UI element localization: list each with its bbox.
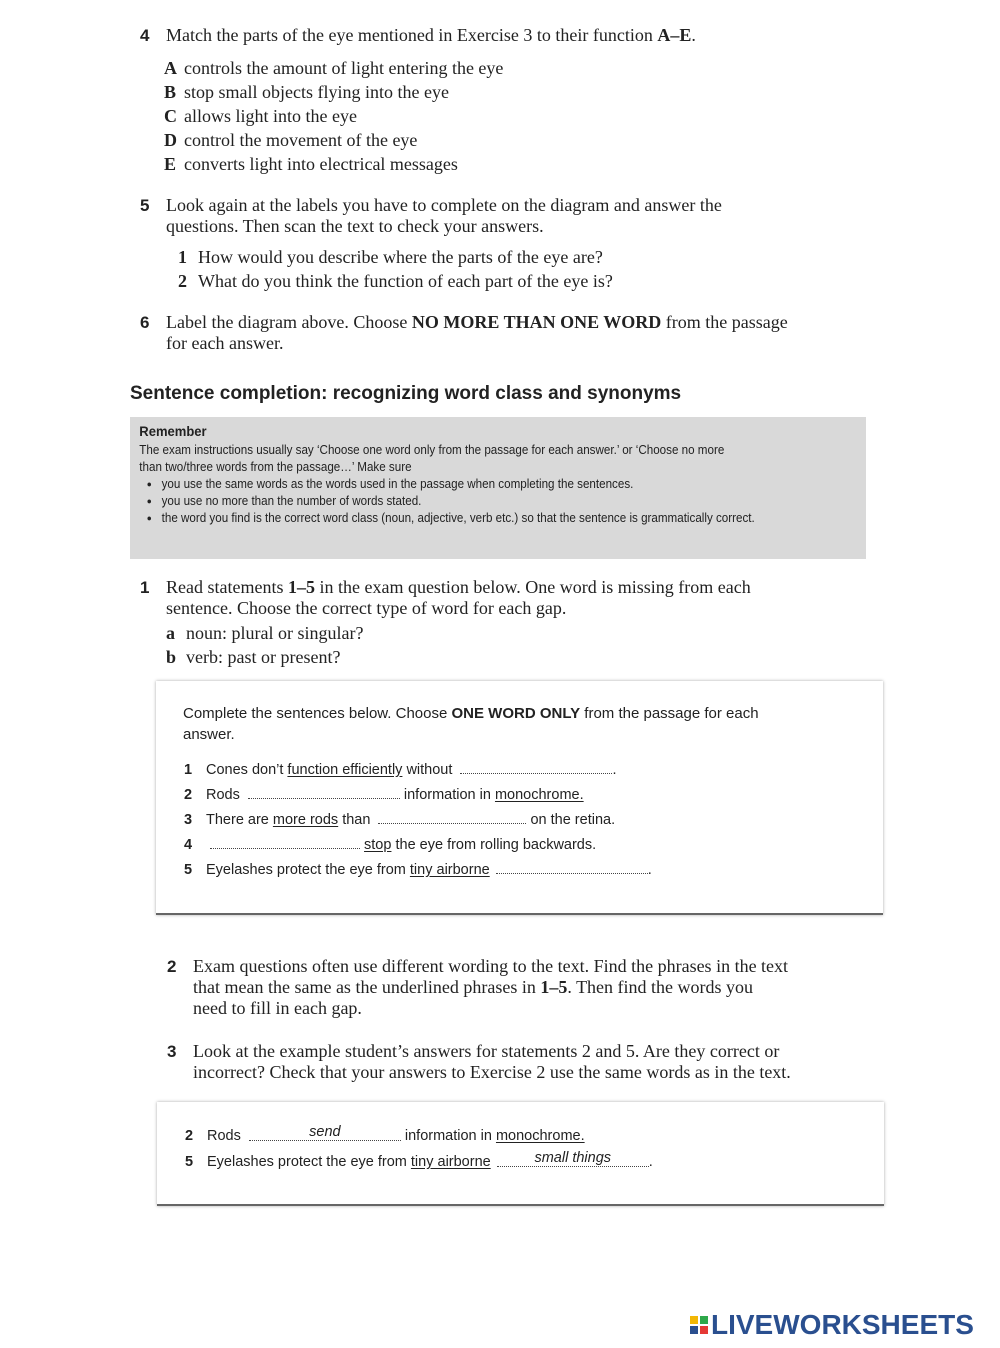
exam-sentence-1: 1 Cones don’t function efficiently without . [184, 759, 616, 780]
exam-question-box [156, 681, 883, 915]
exercise-4-option-e: E converts light into electrical messages [164, 154, 458, 174]
exercise-6-line-1: Label the diagram above. Choose NO MORE THAN ONE WORD from the passage [166, 312, 788, 332]
remember-line-2: than two/three words from the passage…’ Make sure [139, 460, 412, 474]
sc-exercise-2 [167, 956, 967, 1019]
remember-bullet: ● you use no more than the number of words stated. [147, 493, 874, 510]
gap-3[interactable] [378, 809, 526, 824]
student-answer-5: 5 Eyelashes protect the eye from tiny airborne small things . [185, 1150, 653, 1170]
exam-sentence-2: 2 Rods information in monochrome. [184, 784, 584, 805]
exam-instructions: Complete the sentences below. Choose ONE WORD ONLY from the passage for each answer. [183, 705, 759, 743]
sc-exercise-3 [167, 1041, 967, 1083]
liveworksheets-logo-text: LIVEWORKSHEETS [711, 1309, 974, 1340]
exercise-4-option-c: C allows light into the eye [164, 106, 357, 126]
remember-box [130, 417, 866, 559]
sc-exercise-3-line-1: Look at the example student’s answers for statements 2 and 5. Are they correct or [193, 1041, 780, 1061]
exercise-5-question-2: 2 What do you think the function of each part of the eye is? [178, 271, 613, 291]
exercise-5-line-1: Look again at the labels you have to complete on the diagram and answer the [166, 195, 722, 215]
exam-sentence-4: 4 stop the eye from rolling backwards. [184, 834, 596, 855]
exercise-6-number: 6 [140, 313, 150, 332]
remember-line-1: The exam instructions usually say ‘Choose one word only from the passage for each answer.’ or ‘Choose no more [139, 443, 725, 457]
sc-exercise-1 [140, 577, 940, 619]
section-heading: Sentence completion: recognizing word class and synonyms [130, 383, 682, 404]
student-answer-2: 2 Rods send information in monochrome. [185, 1124, 585, 1144]
sc-exercise-2-line-1: Exam questions often use different wording to the text. Find the phrases in the text [193, 956, 789, 976]
exercise-4 [140, 25, 940, 46]
exercise-5 [140, 195, 940, 237]
remember-bullet: ● the word you find is the correct word class (noun, adjective, verb etc.) so that the sentence is grammatically correct. [147, 510, 841, 527]
liveworksheets-logo-icon [690, 1316, 708, 1334]
gap-5[interactable] [496, 859, 648, 874]
sc-exercise-1-option-b: b verb: past or present? [166, 647, 341, 667]
sc-exercise-1-option-a: a noun: plural or singular? [166, 623, 364, 643]
exercise-6 [140, 312, 940, 354]
sc-exercise-2-line-2: that mean the same as the underlined phrases in 1–5. Then find the words you [193, 977, 754, 997]
sc-exercise-3-number: 3 [167, 1042, 177, 1061]
sc-exercise-1-line-1: Read statements 1–5 in the exam question below. One word is missing from each [166, 577, 751, 597]
liveworksheets-logo [690, 1308, 974, 1342]
sc-exercise-2-number: 2 [167, 957, 177, 976]
remember-bullet: ● you use the same words as the words used in the passage when completing the sentences. [147, 476, 874, 493]
student-answers-box [157, 1102, 884, 1206]
sc-exercise-1-number: 1 [140, 578, 150, 597]
gap-1[interactable] [460, 759, 612, 774]
exercise-5-line-2: questions. Then scan the text to check your answers. [166, 216, 544, 236]
sc-exercise-2-line-3: need to fill in each gap. [193, 998, 362, 1018]
sc-exercise-1-line-2: sentence. Choose the correct type of word for each gap. [166, 598, 567, 618]
exercise-5-question-1: 1 How would you describe where the parts of the eye are? [178, 247, 603, 267]
exercise-5-number: 5 [140, 196, 150, 215]
handwritten-answer-2: send [309, 1124, 341, 1140]
exam-sentence-3: 3 There are more rods than on the retina. [184, 809, 615, 830]
exercise-4-prompt: Match the parts of the eye mentioned in Exercise 3 to their function A–E. [166, 25, 696, 45]
exercise-4-option-b: B stop small objects flying into the eye [164, 82, 449, 102]
answer-gap-5[interactable] [497, 1152, 649, 1167]
exercise-4-option-d: D control the movement of the eye [164, 130, 418, 150]
gap-4[interactable] [210, 834, 360, 849]
exam-sentence-5: 5 Eyelashes protect the eye from tiny airborne . [184, 859, 652, 880]
gap-2[interactable] [248, 784, 400, 799]
exercise-6-line-2: for each answer. [166, 333, 284, 353]
handwritten-answer-5: small things [534, 1150, 612, 1166]
remember-title: Remember [139, 423, 207, 439]
exercise-4-number: 4 [140, 26, 150, 45]
remember-bullets [139, 476, 874, 527]
answer-gap-2[interactable] [249, 1126, 401, 1141]
sc-exercise-3-line-2: incorrect? Check that your answers to Exercise 2 use the same words as in the text. [193, 1062, 791, 1082]
exercise-4-option-a: A controls the amount of light entering the eye [164, 58, 504, 78]
